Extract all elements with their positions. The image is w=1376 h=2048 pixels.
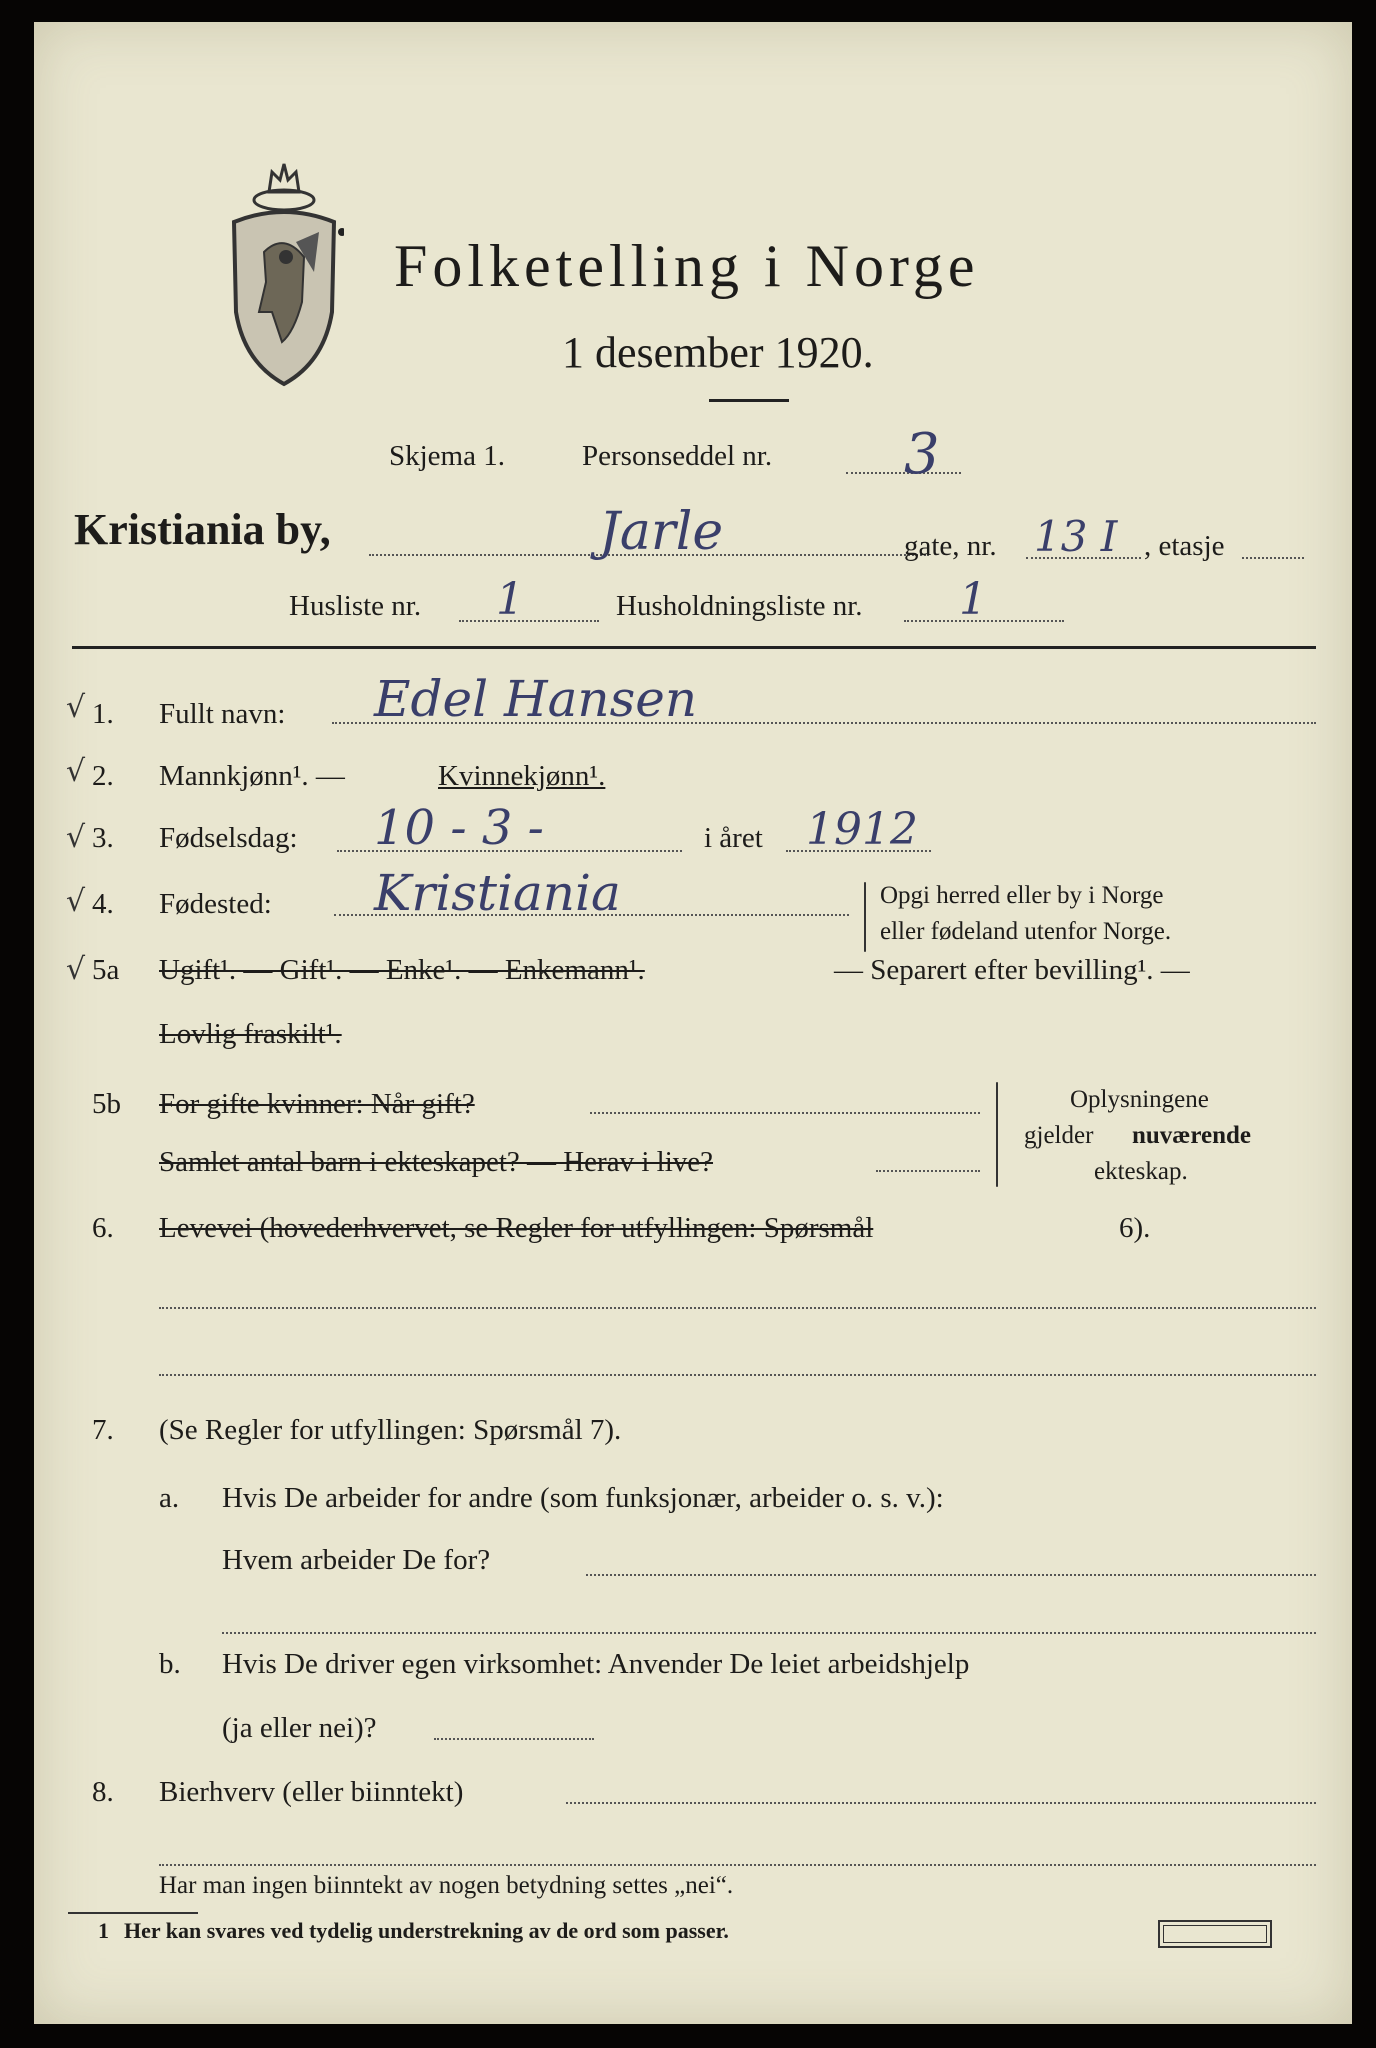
q5b-note-3: ekteskap.	[1094, 1158, 1188, 1185]
q4-value[interactable]: Kristiania	[374, 864, 621, 922]
printer-stamp	[1158, 1920, 1272, 1948]
census-form	[34, 22, 1352, 2024]
etasje-label: , etasje	[1144, 530, 1225, 562]
q8-note: Har man ingen biinntekt av nogen betydning settes „nei“.	[159, 1872, 734, 1899]
q3-label: Fødselsdag:	[159, 822, 298, 854]
q7-label: (Se Regler for utfyllingen: Spørsmål 7).	[159, 1414, 622, 1446]
q6-number: 6.	[92, 1212, 114, 1244]
footnote-mark: 1	[98, 1918, 109, 1943]
q5a-line2: Lovlig fraskilt¹.	[159, 1018, 342, 1050]
q5b-line1-dots	[590, 1112, 980, 1114]
q1-label: Fullt navn:	[159, 698, 286, 730]
q7b-line2: (ja eller nei)?	[222, 1712, 377, 1744]
schema-label: Skjema 1.	[389, 440, 505, 472]
q8-number: 8.	[92, 1776, 114, 1808]
q2-number: 2.	[92, 760, 114, 792]
q2-male: Mannkjønn¹. —	[159, 760, 345, 792]
q4-number: 4.	[92, 888, 114, 920]
check-mark-icon: √	[66, 754, 86, 789]
q7b-line1: Hvis De driver egen virksomhet: Anvender De leiet arbeidshjelp	[222, 1648, 970, 1680]
q5b-note-2b: nuværende	[1132, 1122, 1252, 1149]
q5b-note-2a: gjelder	[1024, 1122, 1094, 1149]
q5b-line2: Samlet antal barn i ekteskapet? — Herav i live?	[159, 1146, 714, 1178]
number-value[interactable]: 13 I	[1034, 512, 1118, 561]
title-divider	[709, 399, 789, 402]
q7a-line2-dots	[586, 1574, 1316, 1576]
check-mark-icon: √	[66, 884, 86, 919]
q8-line	[566, 1802, 1316, 1804]
husliste-line	[459, 620, 599, 622]
check-mark-icon: √	[66, 952, 86, 987]
husliste-value[interactable]: 1	[496, 574, 524, 625]
q4-label: Fødested:	[159, 888, 272, 920]
q7-number: 7.	[92, 1414, 114, 1446]
q7a-extra-line	[222, 1632, 1316, 1634]
q5b-number: 5b	[92, 1088, 121, 1120]
personseddel-value[interactable]: 3	[904, 422, 940, 487]
q7a-line2: Hvem arbeider De for?	[222, 1544, 491, 1576]
q3-value[interactable]: 10 - 3 -	[374, 800, 544, 856]
q4-note-1: Opgi herred eller by i Norge	[880, 882, 1164, 909]
q8-label: Bierhverv (eller biinntekt)	[159, 1776, 464, 1808]
personseddel-label: Personseddel nr.	[582, 440, 773, 472]
husliste-label: Husliste nr.	[289, 590, 422, 622]
etasje-line	[1242, 557, 1304, 559]
gate-label: gate, nr.	[904, 530, 997, 562]
q1-value[interactable]: Edel Hansen	[374, 670, 698, 728]
footnote-text: Her kan svares ved tydelig understrekning av de ord som passer.	[124, 1918, 729, 1943]
coat-of-arms-icon	[224, 162, 344, 392]
q5a-rest: — Separert efter bevilling¹. —	[834, 954, 1190, 986]
q5b-note-1: Oplysningene	[1070, 1086, 1209, 1113]
q7a-line1: Hvis De arbeider for andre (som funksjonær, arbeider o. s. v.):	[222, 1482, 944, 1514]
check-mark-icon: √	[66, 690, 86, 725]
q2-female: Kvinnekjønn¹.	[438, 760, 606, 792]
city-label: Kristiania by,	[74, 505, 331, 554]
q6-line-1	[159, 1307, 1316, 1309]
header-divider	[72, 646, 1316, 649]
q7b-line2-dots	[434, 1738, 594, 1740]
q6-line-2	[159, 1374, 1316, 1376]
q3-year-value[interactable]: 1912	[806, 804, 918, 855]
street-value[interactable]: Jarle	[599, 502, 724, 562]
q4-note-2: eller fødeland utenfor Norge.	[880, 918, 1172, 945]
check-mark-icon: √	[66, 820, 86, 855]
q6-rest: 6).	[1119, 1212, 1151, 1244]
husholdning-label: Husholdningsliste nr.	[616, 590, 863, 622]
q3-year-label: i året	[704, 822, 763, 854]
husholdning-value[interactable]: 1	[959, 574, 987, 625]
form-title: Folketelling i Norge	[394, 233, 980, 299]
q5b-brace	[996, 1082, 998, 1187]
q5a-struck-options: Ugift¹. — Gift¹. — Enke¹. — Enkemann¹.	[159, 954, 645, 986]
q5b-line1: For gifte kvinner: Når gift?	[159, 1088, 475, 1120]
form-date: 1 desember 1920.	[562, 328, 874, 377]
footnote-divider	[68, 1912, 198, 1914]
q3-number: 3.	[92, 822, 114, 854]
q8-extra-line	[159, 1864, 1316, 1866]
q1-number: 1.	[92, 698, 114, 730]
q7b-number: b.	[159, 1648, 181, 1680]
q5a-number: 5a	[92, 954, 120, 986]
q6-struck: Levevei (hovederhvervet, se Regler for utfyllingen: Spørsmål	[159, 1212, 874, 1244]
q7a-number: a.	[159, 1482, 180, 1514]
q5b-line2-dots	[876, 1170, 980, 1172]
q4-brace	[864, 882, 866, 952]
